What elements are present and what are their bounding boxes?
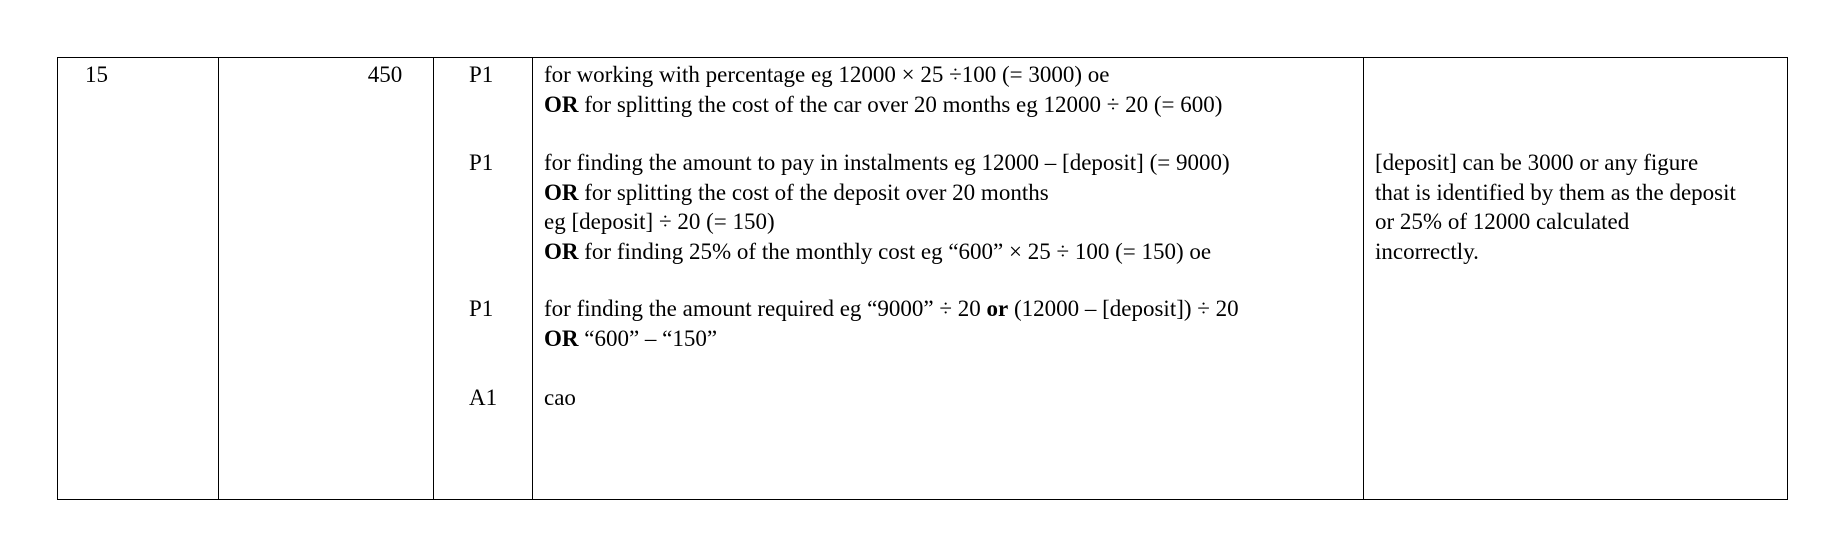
mark-scheme-table	[57, 57, 1788, 500]
note-line: that is identified by them as the deposit	[1375, 179, 1736, 205]
mark-code: P1	[469, 62, 494, 87]
question-number: 15	[85, 62, 108, 87]
mark-line: for finding the amount required eg “9000” ÷ 20 or (12000 – [deposit]) ÷ 20	[544, 296, 1239, 321]
mark-line: OR for splitting the cost of the car over 20 months eg 12000 ÷ 20 (= 600)	[544, 91, 1223, 117]
mark-code: P1	[469, 150, 494, 175]
note-line: [deposit] can be 3000 or any figure	[1375, 150, 1699, 175]
mark-description	[544, 294, 1239, 353]
column-divider	[1363, 58, 1364, 499]
mark-description	[544, 148, 1230, 266]
mark-line: eg [deposit] ÷ 20 (= 150)	[544, 209, 775, 234]
column-divider	[433, 58, 434, 499]
mark-line: OR for finding 25% of the monthly cost eg “600” × 25 ÷ 100 (= 150) oe	[544, 238, 1212, 264]
mark-line: OR “600” – “150”	[544, 325, 718, 351]
mark-line: for working with percentage eg 12000 × 25 ÷100 (= 3000) oe	[544, 62, 1110, 87]
mark-description	[544, 383, 576, 413]
mark-code: A1	[469, 385, 498, 410]
mark-code: P1	[469, 296, 494, 321]
note-line: or 25% of 12000 calculated	[1375, 209, 1630, 234]
note-line: incorrectly.	[1375, 238, 1479, 264]
guidance-notes	[1375, 148, 1736, 266]
mark-line: OR for splitting the cost of the deposit over 20 months	[544, 179, 1049, 205]
mark-line: cao	[544, 385, 576, 410]
column-divider	[532, 58, 533, 499]
column-divider	[218, 58, 219, 499]
mark-line: for finding the amount to pay in instalments eg 12000 – [deposit] (= 9000)	[544, 150, 1230, 175]
mark-description	[544, 60, 1222, 119]
answer-value: 450	[367, 62, 403, 87]
